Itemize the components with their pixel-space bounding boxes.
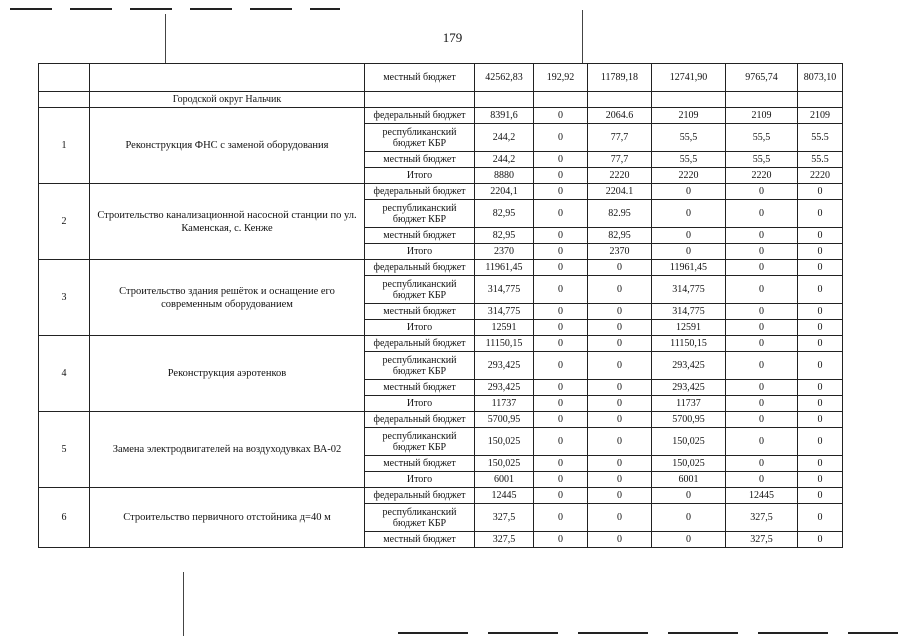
value-cell: 11737 (475, 396, 534, 412)
value-cell: 0 (726, 380, 798, 396)
empty-cell (475, 92, 534, 108)
empty-cell (39, 64, 90, 92)
value-cell: 327,5 (726, 504, 798, 532)
value-cell: 2109 (652, 108, 726, 124)
value-cell: 0 (652, 244, 726, 260)
value-cell: 12591 (652, 320, 726, 336)
value-cell: 0 (798, 428, 843, 456)
project-number: 1 (39, 108, 90, 184)
project-number: 6 (39, 488, 90, 548)
value-cell: 77,7 (588, 152, 652, 168)
value-cell: 12741,90 (652, 64, 726, 92)
value-cell: 11789,18 (588, 64, 652, 92)
source-cell: федеральный бюджет (365, 412, 475, 428)
value-cell: 12445 (726, 488, 798, 504)
value-cell: 0 (588, 488, 652, 504)
value-cell: 11150,15 (475, 336, 534, 352)
value-cell: 77,7 (588, 124, 652, 152)
value-cell: 0 (588, 472, 652, 488)
value-cell: 0 (534, 200, 588, 228)
project-name: Строительство канализационной насосной станции по ул. Каменская, с. Кенже (90, 184, 365, 260)
value-cell: 0 (726, 320, 798, 336)
table-row (39, 260, 843, 276)
value-cell: 327,5 (726, 532, 798, 548)
value-cell: 314,775 (475, 276, 534, 304)
value-cell: 2204.1 (588, 184, 652, 200)
value-cell: 293,425 (475, 352, 534, 380)
source-cell: федеральный бюджет (365, 260, 475, 276)
value-cell: 0 (798, 276, 843, 304)
section-row (39, 92, 843, 108)
value-cell: 0 (534, 472, 588, 488)
value-cell: 0 (652, 184, 726, 200)
value-cell: 0 (726, 276, 798, 304)
value-cell: 0 (798, 304, 843, 320)
value-cell: 12445 (475, 488, 534, 504)
value-cell: 8880 (475, 168, 534, 184)
empty-cell (365, 92, 475, 108)
value-cell: 2204,1 (475, 184, 534, 200)
value-cell: 0 (798, 336, 843, 352)
value-cell: 0 (726, 200, 798, 228)
source-cell: Итого (365, 244, 475, 260)
value-cell: 0 (534, 260, 588, 276)
value-cell: 0 (534, 532, 588, 548)
source-cell: местный бюджет (365, 304, 475, 320)
source-cell: республиканский бюджет КБР (365, 276, 475, 304)
value-cell: 0 (652, 200, 726, 228)
value-cell: 6001 (475, 472, 534, 488)
value-cell: 0 (534, 428, 588, 456)
value-cell: 0 (726, 428, 798, 456)
value-cell: 0 (588, 260, 652, 276)
value-cell: 0 (798, 228, 843, 244)
project-name: Строительство здания решёток и оснащение его современным оборудованием (90, 260, 365, 336)
value-cell: 314,775 (652, 304, 726, 320)
page-number: 179 (442, 30, 463, 45)
value-cell: 11737 (652, 396, 726, 412)
source-cell: республиканский бюджет КБР (365, 200, 475, 228)
value-cell: 0 (726, 412, 798, 428)
value-cell: 0 (588, 532, 652, 548)
value-cell: 12591 (475, 320, 534, 336)
value-cell: 8391,6 (475, 108, 534, 124)
value-cell: 2064.6 (588, 108, 652, 124)
value-cell: 6001 (652, 472, 726, 488)
value-cell: 0 (798, 472, 843, 488)
table-row (39, 108, 843, 124)
value-cell: 0 (798, 380, 843, 396)
value-cell: 150,025 (652, 428, 726, 456)
value-cell: 0 (588, 504, 652, 532)
value-cell: 2220 (798, 168, 843, 184)
value-cell: 2220 (588, 168, 652, 184)
scan-artifact-top (10, 8, 340, 10)
value-cell: 9765,74 (726, 64, 798, 92)
value-cell: 0 (534, 412, 588, 428)
source-cell: Итого (365, 396, 475, 412)
project-name: Замена электродвигателей на воздуходувках ВА-02 (90, 412, 365, 488)
value-cell: 0 (534, 184, 588, 200)
source-cell: местный бюджет (365, 228, 475, 244)
value-cell: 11961,45 (475, 260, 534, 276)
value-cell: 11961,45 (652, 260, 726, 276)
value-cell: 150,025 (475, 428, 534, 456)
value-cell: 0 (798, 456, 843, 472)
empty-cell (726, 92, 798, 108)
value-cell: 0 (726, 456, 798, 472)
source-cell: республиканский бюджет КБР (365, 504, 475, 532)
table-row (39, 336, 843, 352)
source-cell: местный бюджет (365, 532, 475, 548)
budget-table (38, 63, 843, 548)
value-cell: 2220 (652, 168, 726, 184)
value-cell: 0 (798, 200, 843, 228)
source-cell: местный бюджет (365, 456, 475, 472)
value-cell: 2109 (726, 108, 798, 124)
empty-cell (39, 92, 90, 108)
value-cell: 150,025 (652, 456, 726, 472)
value-cell: 0 (588, 336, 652, 352)
value-cell: 293,425 (652, 380, 726, 396)
value-cell: 11150,15 (652, 336, 726, 352)
value-cell: 2220 (726, 168, 798, 184)
value-cell: 0 (534, 488, 588, 504)
source-cell: федеральный бюджет (365, 184, 475, 200)
value-cell: 0 (588, 352, 652, 380)
value-cell: 8073,10 (798, 64, 843, 92)
value-cell: 327,5 (475, 532, 534, 548)
value-cell: 82,95 (475, 200, 534, 228)
scan-artifact-vertical-bottom (183, 572, 184, 636)
section-title: Городской округ Нальчик (90, 92, 365, 108)
value-cell: 0 (534, 168, 588, 184)
value-cell: 0 (798, 488, 843, 504)
value-cell: 0 (652, 532, 726, 548)
value-cell: 82.95 (588, 200, 652, 228)
value-cell: 0 (652, 488, 726, 504)
source-cell: местный бюджет (365, 64, 475, 92)
value-cell: 55,5 (652, 124, 726, 152)
source-cell: Итого (365, 320, 475, 336)
source-cell: республиканский бюджет КБР (365, 352, 475, 380)
value-cell: 0 (798, 412, 843, 428)
value-cell: 0 (652, 228, 726, 244)
value-cell: 0 (726, 352, 798, 380)
value-cell: 55.5 (798, 124, 843, 152)
scan-artifact-bottom (398, 632, 898, 634)
value-cell: 55,5 (652, 152, 726, 168)
value-cell: 0 (588, 276, 652, 304)
value-cell: 0 (534, 320, 588, 336)
value-cell: 0 (798, 532, 843, 548)
value-cell: 0 (534, 228, 588, 244)
value-cell: 0 (726, 244, 798, 260)
value-cell: 0 (534, 352, 588, 380)
source-cell: Итого (365, 168, 475, 184)
source-cell: Итого (365, 472, 475, 488)
value-cell: 0 (798, 184, 843, 200)
project-name: Реконструкция ФНС с заменой оборудования (90, 108, 365, 184)
value-cell: 2109 (798, 108, 843, 124)
value-cell: 0 (534, 456, 588, 472)
source-cell: федеральный бюджет (365, 108, 475, 124)
source-cell: республиканский бюджет КБР (365, 428, 475, 456)
value-cell: 314,775 (652, 276, 726, 304)
value-cell: 244,2 (475, 124, 534, 152)
value-cell: 0 (798, 244, 843, 260)
project-number: 3 (39, 260, 90, 336)
table-row (39, 184, 843, 200)
value-cell: 0 (726, 304, 798, 320)
value-cell: 327,5 (475, 504, 534, 532)
value-cell: 0 (588, 412, 652, 428)
empty-cell (90, 64, 365, 92)
value-cell: 0 (726, 336, 798, 352)
value-cell: 0 (726, 472, 798, 488)
value-cell: 0 (534, 304, 588, 320)
value-cell: 0 (652, 504, 726, 532)
table-row (39, 64, 843, 92)
value-cell: 55,5 (726, 152, 798, 168)
value-cell: 5700,95 (652, 412, 726, 428)
project-name: Реконструкция аэротенков (90, 336, 365, 412)
project-number: 5 (39, 412, 90, 488)
project-name: Строительство первичного отстойника д=40 м (90, 488, 365, 548)
value-cell: 0 (534, 336, 588, 352)
value-cell: 0 (726, 184, 798, 200)
source-cell: местный бюджет (365, 152, 475, 168)
value-cell: 0 (534, 276, 588, 304)
empty-cell (588, 92, 652, 108)
value-cell: 244,2 (475, 152, 534, 168)
value-cell: 42562,83 (475, 64, 534, 92)
value-cell: 0 (588, 380, 652, 396)
value-cell: 0 (798, 352, 843, 380)
value-cell: 0 (588, 396, 652, 412)
value-cell: 0 (534, 504, 588, 532)
value-cell: 0 (798, 320, 843, 336)
value-cell: 0 (726, 228, 798, 244)
value-cell: 0 (534, 244, 588, 260)
value-cell: 293,425 (475, 380, 534, 396)
source-cell: федеральный бюджет (365, 336, 475, 352)
table-row (39, 488, 843, 504)
value-cell: 0 (726, 396, 798, 412)
value-cell: 0 (726, 260, 798, 276)
table-row (39, 412, 843, 428)
value-cell: 0 (534, 108, 588, 124)
source-cell: республиканский бюджет КБР (365, 124, 475, 152)
value-cell: 314,775 (475, 304, 534, 320)
value-cell: 5700,95 (475, 412, 534, 428)
project-number: 4 (39, 336, 90, 412)
value-cell: 2370 (475, 244, 534, 260)
value-cell: 0 (588, 304, 652, 320)
project-number: 2 (39, 184, 90, 260)
value-cell: 0 (588, 456, 652, 472)
source-cell: местный бюджет (365, 380, 475, 396)
value-cell: 0 (588, 428, 652, 456)
value-cell: 82,95 (588, 228, 652, 244)
empty-cell (798, 92, 843, 108)
value-cell: 82,95 (475, 228, 534, 244)
value-cell: 0 (534, 380, 588, 396)
value-cell: 55.5 (798, 152, 843, 168)
value-cell: 0 (798, 260, 843, 276)
empty-cell (652, 92, 726, 108)
value-cell: 0 (534, 396, 588, 412)
empty-cell (534, 92, 588, 108)
value-cell: 293,425 (652, 352, 726, 380)
value-cell: 0 (534, 124, 588, 152)
value-cell: 0 (798, 504, 843, 532)
value-cell: 0 (588, 320, 652, 336)
value-cell: 0 (798, 396, 843, 412)
value-cell: 192,92 (534, 64, 588, 92)
value-cell: 2370 (588, 244, 652, 260)
value-cell: 55,5 (726, 124, 798, 152)
source-cell: федеральный бюджет (365, 488, 475, 504)
value-cell: 150,025 (475, 456, 534, 472)
value-cell: 0 (534, 152, 588, 168)
